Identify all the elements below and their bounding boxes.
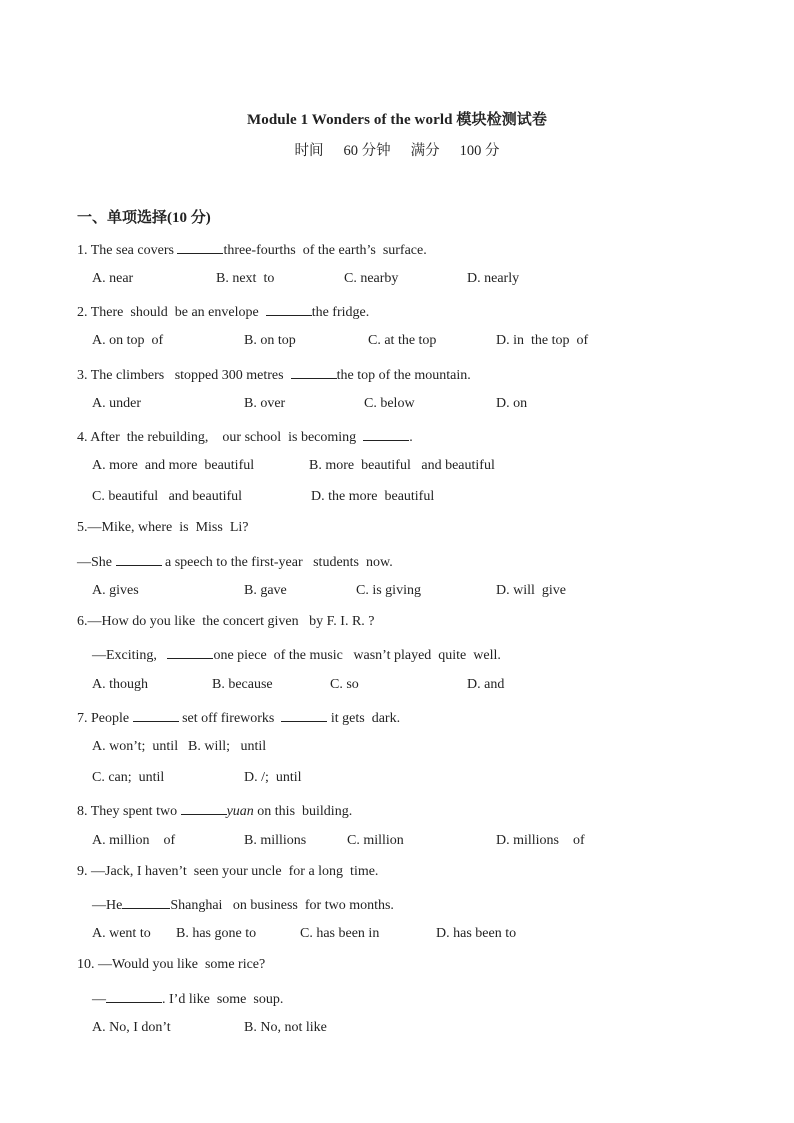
- page-title: Module 1 Wonders of the world 模块检测试卷: [247, 112, 547, 128]
- section-heading: 一、单项选择(10 分): [77, 210, 211, 226]
- option-b: B. because: [212, 677, 273, 692]
- time-label: 时间: [294, 143, 324, 159]
- option-b: B. over: [244, 396, 286, 411]
- option-c: C. at the top: [368, 333, 437, 348]
- option-c: C. below: [364, 396, 415, 411]
- option-d: D. /; until: [244, 770, 302, 785]
- question-2-stem: 2. There should be an envelope the fridge.: [77, 301, 369, 322]
- option-a: A. million of: [92, 833, 176, 848]
- question-9-stem: 9. —Jack, I haven’t seen your uncle for a long time.: [77, 864, 379, 879]
- answer-blank: [116, 551, 162, 566]
- answer-blank: [363, 426, 409, 441]
- option-d: D. the more beautiful: [311, 489, 435, 504]
- answer-blank: [177, 239, 223, 254]
- question-7-stem: 7. People set off fireworks it gets dark.: [77, 707, 400, 728]
- question-4-stem: 4. After the rebuilding, our school is becoming .: [77, 426, 413, 447]
- score-value: 100 分: [459, 143, 500, 159]
- option-d: D. has been to: [436, 926, 517, 941]
- option-a: A. No, I don’t: [92, 1020, 171, 1035]
- option-a: A. near: [92, 271, 134, 286]
- answer-blank: [106, 988, 162, 1003]
- answer-blank: [291, 364, 337, 379]
- option-d: D. will give: [496, 583, 566, 598]
- option-d: D. nearly: [467, 271, 520, 286]
- option-a: A. on top of: [92, 333, 164, 348]
- question-8-stem: 8. They spent two yuan on this building.: [77, 800, 352, 821]
- option-c: C. beautiful and beautiful: [92, 489, 243, 504]
- option-b: B. No, not like: [244, 1020, 327, 1035]
- option-b: B. more beautiful and beautiful: [309, 458, 495, 473]
- option-a: A. went to: [92, 926, 151, 941]
- option-c: C. so: [330, 677, 359, 692]
- answer-blank: [133, 707, 179, 722]
- option-c: C. has been in: [300, 926, 380, 941]
- option-c: C. million: [347, 833, 404, 848]
- exam-info: [0, 139, 794, 160]
- option-b: B. will; until: [188, 739, 267, 754]
- question-6-response: —Exciting, one piece of the music wasn’t played quite well.: [92, 644, 501, 665]
- question-5-stem: 5.—Mike, where is Miss Li?: [77, 520, 249, 535]
- option-b: B. next to: [216, 271, 275, 286]
- time-value: 60 分钟: [343, 143, 391, 159]
- answer-blank: [266, 301, 312, 316]
- option-b: B. gave: [244, 583, 287, 598]
- option-b: B. millions: [244, 833, 307, 848]
- question-9-response: —He Shanghai on business for two months.: [92, 894, 394, 915]
- option-d: D. and: [467, 677, 505, 692]
- answer-blank: [281, 707, 327, 722]
- option-a: A. under: [92, 396, 141, 411]
- question-1-stem: 1. The sea covers three-fourths of the earth’s surface.: [77, 239, 427, 260]
- option-c: C. nearby: [344, 271, 399, 286]
- option-d: D. in the top of: [496, 333, 589, 348]
- question-10-stem: 10. —Would you like some rice?: [77, 957, 266, 972]
- question-3-stem: 3. The climbers stopped 300 metres the top of the mountain.: [77, 364, 471, 385]
- option-a: A. more and more beautiful: [92, 458, 255, 473]
- question-5-response: —She a speech to the first-year students now.: [77, 551, 393, 572]
- answer-blank: [181, 800, 227, 815]
- question-10-response: — . I’d like some soup.: [92, 988, 283, 1009]
- option-b: B. has gone to: [176, 926, 257, 941]
- option-c: C. is giving: [356, 583, 421, 598]
- option-b: B. on top: [244, 333, 296, 348]
- score-label: 满分: [410, 143, 440, 159]
- option-c: C. can; until: [92, 770, 165, 785]
- option-a: A. gives: [92, 583, 139, 598]
- option-a: A. though: [92, 677, 148, 692]
- answer-blank: [122, 894, 170, 909]
- option-a: A. won’t; until: [92, 739, 179, 754]
- option-d: D. millions of: [496, 833, 585, 848]
- answer-blank: [167, 644, 213, 659]
- question-6-stem: 6.—How do you like the concert given by F. I. R. ?: [77, 614, 375, 629]
- option-d: D. on: [496, 396, 528, 411]
